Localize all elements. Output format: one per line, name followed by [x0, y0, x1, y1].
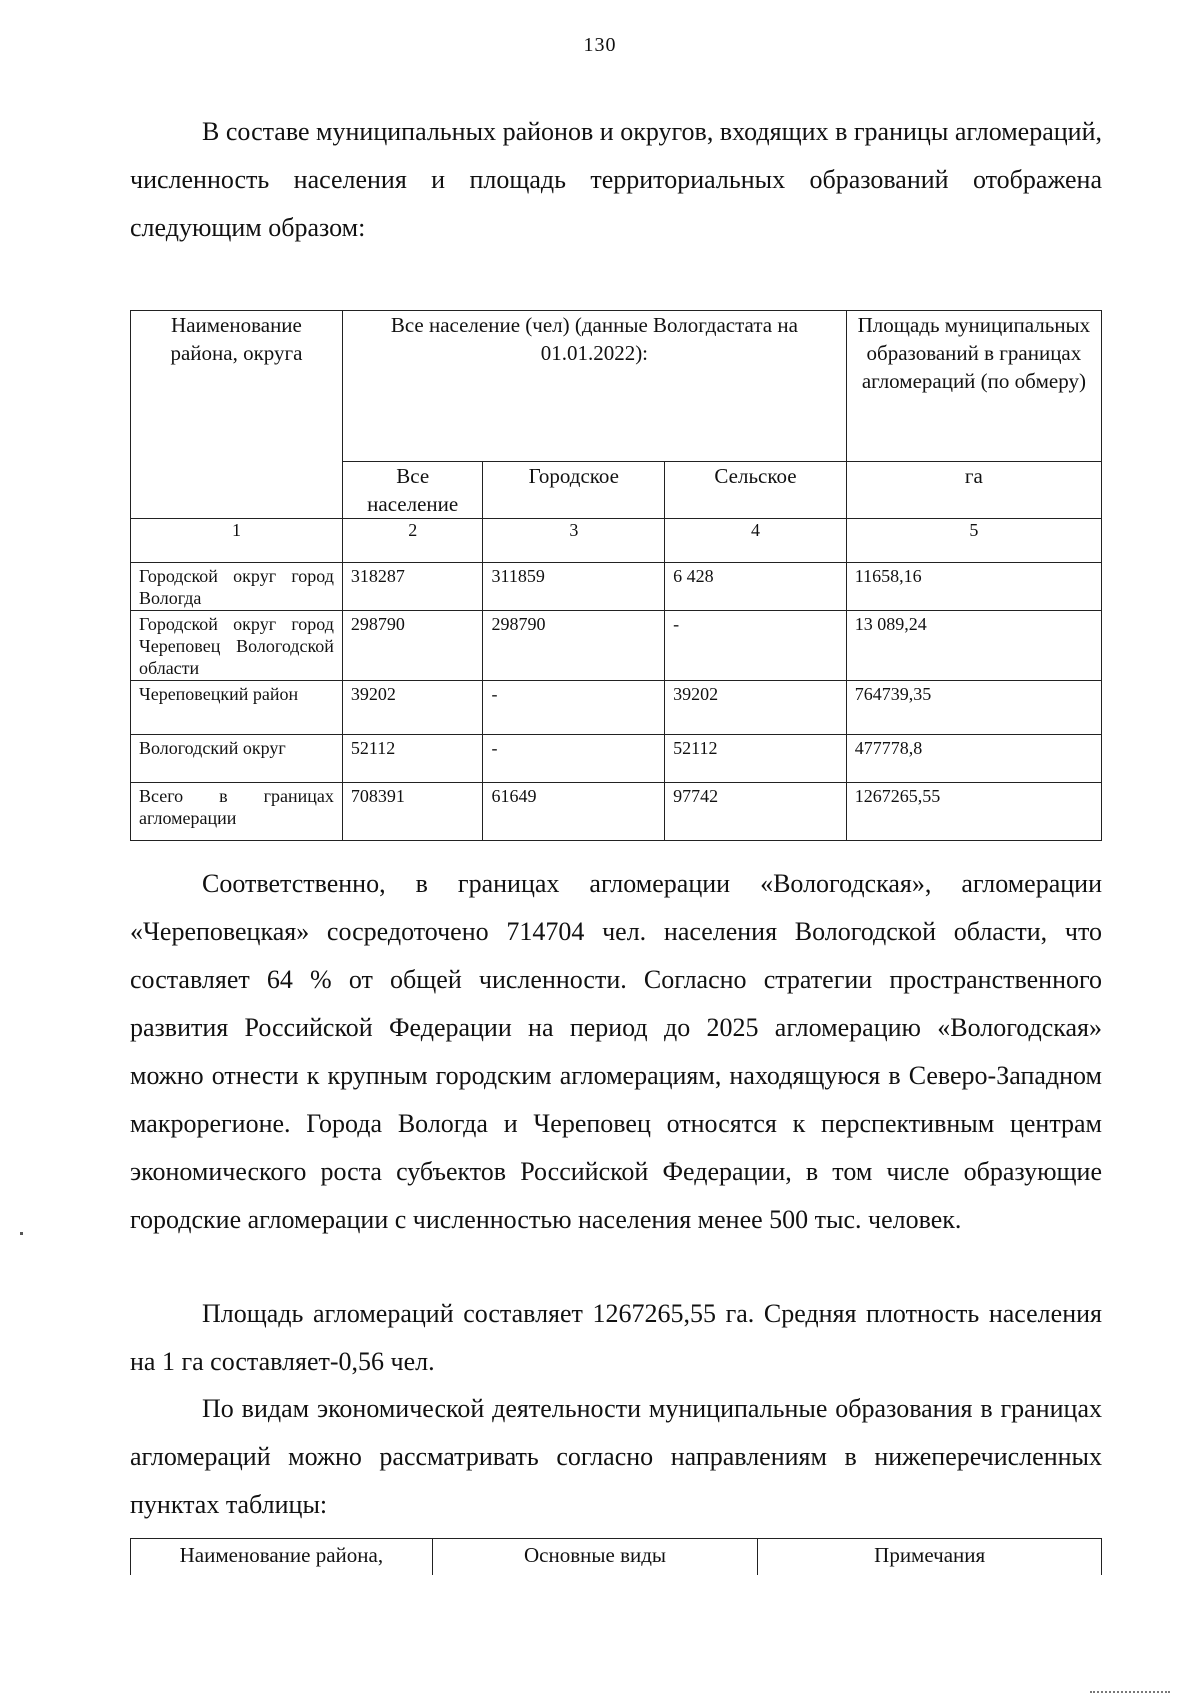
header-rural: Сельское	[665, 462, 847, 519]
row-rural: 52112	[665, 735, 847, 783]
header-main-types: Основные виды	[432, 1539, 758, 1576]
page-number: 130	[583, 34, 617, 56]
row-area: 1267265,55	[846, 783, 1101, 841]
row-name: Всего в границах агломерации	[131, 783, 343, 841]
row-area: 764739,35	[846, 681, 1101, 735]
row-total: 708391	[342, 783, 483, 841]
row-total: 52112	[342, 735, 483, 783]
row-rural: -	[665, 611, 847, 681]
row-urban: 298790	[483, 611, 665, 681]
row-area: 477778,8	[846, 735, 1101, 783]
intro-paragraph: В составе муниципальных районов и округов, входящих в границы агломераций, численность населения и площадь территориальных образований отображена следующим образом:	[130, 117, 1102, 242]
table-header-row	[131, 1539, 1102, 1576]
column-number: 2	[342, 519, 483, 563]
row-name: Городской округ город Череповец Вологодской области	[131, 611, 343, 681]
population-area-table	[130, 310, 1102, 841]
row-total: 318287	[342, 563, 483, 611]
header-population-group: Все население (чел) (данные Вологдастата на 01.01.2022):	[342, 311, 846, 462]
row-rural: 39202	[665, 681, 847, 735]
column-number: 1	[131, 519, 343, 563]
area-density-paragraph: Площадь агломераций составляет 1267265,55 га. Средняя плотность населения на 1 га составляет-0,56 чел.	[130, 1299, 1102, 1376]
table-row	[131, 563, 1102, 611]
row-area: 13 089,24	[846, 611, 1101, 681]
table-header-row	[131, 311, 1102, 462]
row-urban: -	[483, 735, 665, 783]
row-rural: 6 428	[665, 563, 847, 611]
header-notes: Примечания	[758, 1539, 1102, 1576]
row-rural: 97742	[665, 783, 847, 841]
table-row	[131, 681, 1102, 735]
table-row-total	[131, 783, 1102, 841]
row-urban: 311859	[483, 563, 665, 611]
economic-activity-table	[130, 1538, 1102, 1575]
header-total: Все население	[342, 462, 483, 519]
scan-artifact-dot	[20, 1232, 23, 1235]
row-urban: 61649	[483, 783, 665, 841]
column-number: 5	[846, 519, 1101, 563]
table-row	[131, 735, 1102, 783]
row-area: 11658,16	[846, 563, 1101, 611]
header-area: Площадь муниципальных образований в границах агломераций (по обмеру)	[846, 311, 1101, 462]
row-name: Череповецкий район	[131, 681, 343, 735]
header-name: Наименование района, округа	[131, 311, 343, 519]
header-area-unit: га	[846, 462, 1101, 519]
header-urban: Городское	[483, 462, 665, 519]
economic-activity-paragraph: По видам экономической деятельности муниципальные образования в границах агломераций можно рассматривать согласно направлениям в нижеперечисленных пунктах таблицы:	[130, 1394, 1102, 1519]
header-district-name: Наименование района,	[131, 1539, 433, 1576]
row-total: 39202	[342, 681, 483, 735]
row-name: Городской округ город Вологда	[131, 563, 343, 611]
agglomeration-paragraph: Соответственно, в границах агломерации «Вологодская», агломерации «Череповецкая» сосредоточено 714704 чел. населения Вологодской области, что составляет 64 % от общей численности. Согласно стратегии пространственного развития Российской Федерации на период до 2025 агломерацию «Вологодская» можно отнести к крупным городским агломерациям, находящуюся в Северо-Западном макрорегионе. Города Вологда и Череповец относятся к перспективным центрам экономического роста субъектов Российской Федерации, в том числе образующие городские агломерации с численностью населения менее 500 тыс. человек.	[130, 869, 1102, 1234]
row-urban: -	[483, 681, 665, 735]
table-row	[131, 611, 1102, 681]
row-total: 298790	[342, 611, 483, 681]
column-number: 4	[665, 519, 847, 563]
scan-artifact-edge	[1090, 1685, 1170, 1693]
column-number-row	[131, 519, 1102, 563]
column-number: 3	[483, 519, 665, 563]
row-name: Вологодский округ	[131, 735, 343, 783]
